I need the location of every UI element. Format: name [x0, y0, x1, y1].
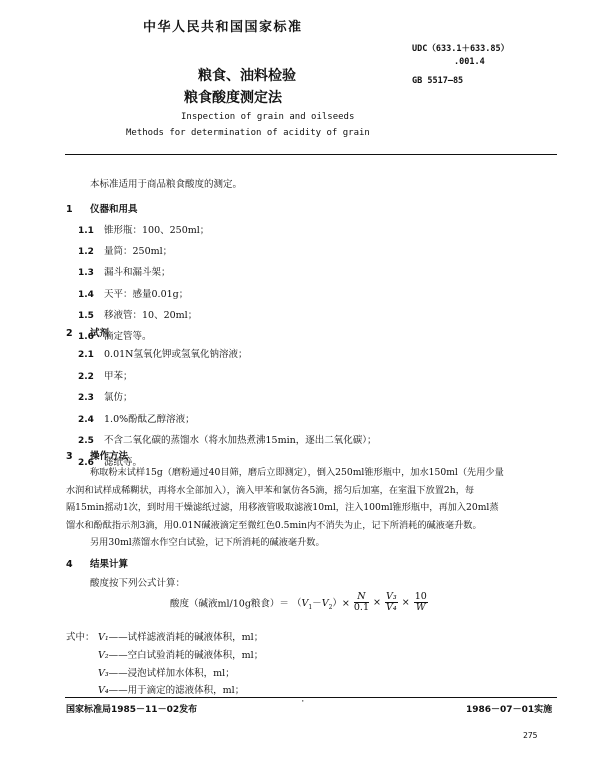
- item-text: 天平：感量0.01g；: [104, 288, 189, 300]
- item-text: 0.01N氢氧化钾或氢氧化钠溶液；: [104, 349, 248, 360]
- definition-symbol: V₂: [98, 649, 109, 661]
- definition-row: [98, 629, 263, 647]
- document-title-line-2: 粮食酸度测定法: [184, 90, 282, 106]
- udc-line-2: .001.4: [454, 57, 485, 67]
- fraction-denominator: W: [415, 601, 426, 613]
- item-text: 不含二氧化碳的蒸馏水（将水加热煮沸15min，逐出二氧化碳）；: [104, 435, 377, 447]
- section-3-number: 3: [66, 451, 73, 462]
- section-4-number: 4: [66, 559, 73, 570]
- item-number: 2.1: [78, 350, 94, 360]
- formula-difference: [292, 598, 350, 609]
- item-text: 滤纸等。: [104, 456, 143, 468]
- item-number: 2.5: [78, 436, 94, 447]
- page-number: 275: [523, 731, 538, 740]
- item-text: 甲苯；: [104, 370, 133, 382]
- english-title-line-2: Methods for determination of acidity of grain: [126, 128, 370, 138]
- section-2-title: 试剂: [89, 328, 109, 339]
- fraction-numerator: 10: [414, 591, 427, 602]
- item-number: 1.4: [78, 289, 94, 300]
- item-number: 1.3: [78, 268, 94, 279]
- section-4-heading: [66, 556, 128, 570]
- formula-v1: V: [301, 597, 309, 609]
- issue-date: 国家标准局1985－11－02发布: [66, 705, 198, 715]
- section-3-title: 操作方法: [89, 451, 128, 462]
- item-text: 移液管：10、20ml；: [104, 309, 198, 321]
- list-item: [78, 365, 377, 387]
- definition-text: ——浸泡试样加水体积，ml；: [108, 667, 235, 679]
- fraction-denominator: 0.1: [353, 601, 369, 613]
- fraction-10-over-w: [414, 592, 428, 613]
- fraction-n-over-0-1: [354, 592, 369, 613]
- fraction-denominator: V₄: [386, 601, 397, 613]
- definition-row: [98, 647, 263, 665]
- item-text: 1.0%酚酞乙醇溶液；: [104, 413, 195, 425]
- item-text: 量筒：250ml；: [104, 246, 173, 258]
- formula-v2: V: [321, 597, 329, 609]
- paragraph-line: 馏水和酚酞指示剂3滴，用0.01N碱液滴定至微红色0.5min内不消失为止，记下所消耗的碱液毫升数。: [66, 519, 482, 531]
- item-number: 1.6: [78, 332, 94, 343]
- document-title-line-1: 粮食、油料检验: [198, 68, 296, 84]
- variable-definitions: [98, 629, 263, 700]
- paragraph-line: 另用30ml蒸馏水作空白试验，记下所消耗的碱液毫升数。: [90, 537, 325, 549]
- formula-minus: －: [312, 597, 322, 609]
- definition-text: ——空白试验消耗的碱液体积，ml；: [108, 649, 264, 661]
- definition-row: [98, 665, 263, 683]
- item-number: 2.6: [78, 457, 94, 468]
- gb-number: GB 5517—85: [412, 76, 464, 86]
- definition-symbol: V₁: [98, 632, 109, 643]
- item-text: 氯仿；: [104, 392, 133, 404]
- list-item: [78, 386, 377, 408]
- paragraph-line: 水润和试样成稀糊状，再将水全部加入），滴入甲苯和氯仿各5滴，摇匀后加塞，在室温下放置2h，每: [66, 484, 475, 496]
- list-item: [78, 343, 377, 365]
- formula-paren-close: ）×: [332, 597, 350, 609]
- where-label: 式中：: [66, 632, 95, 643]
- item-number: 1.5: [78, 310, 94, 321]
- effective-date: 1986－07－01实施: [466, 705, 553, 715]
- list-item: [78, 240, 209, 261]
- item-number: 2.4: [78, 414, 94, 425]
- fraction-numerator: N: [354, 592, 369, 603]
- header-divider: [65, 154, 557, 155]
- formula-lhs: 酸度（碱液ml/10g粮食）＝: [170, 598, 289, 610]
- english-title-line-1: Inspection of grain and oilseeds: [181, 112, 355, 122]
- formula-lead: 酸度按下列公式计算：: [90, 578, 186, 589]
- section-2-number: 2: [66, 328, 73, 339]
- formula-paren-open: （: [291, 597, 302, 609]
- udc-code: [412, 43, 509, 69]
- list-item: [78, 304, 209, 325]
- udc-line-1: UDC（633.1＋633.85）: [412, 44, 510, 54]
- definition-text: ——用于滴定的滤液体积，ml；: [108, 685, 245, 697]
- item-text: 漏斗和漏斗架；: [104, 267, 171, 279]
- formula-times: ×: [373, 596, 381, 608]
- footer-mark: ˙: [300, 699, 306, 712]
- item-number: 1.1: [78, 226, 94, 236]
- section-1-title: 仪器和用具: [89, 204, 138, 215]
- list-item: [78, 261, 209, 282]
- definition-symbol: V₃: [98, 667, 109, 679]
- item-number: 1.2: [78, 247, 94, 258]
- national-standard-heading: 中华人民共和国国家标准: [143, 20, 303, 35]
- formula-v2-sub: 2: [328, 603, 333, 611]
- definition-symbol: V₄: [98, 685, 109, 697]
- fraction-numerator: V₃: [386, 591, 397, 602]
- formula-times: ×: [401, 596, 410, 608]
- acidity-formula: [170, 592, 429, 613]
- section-3-paragraph: [66, 464, 504, 552]
- item-number: 2.2: [78, 371, 94, 382]
- paragraph-line: 隔15min摇动1次，到时用干燥滤纸过滤，用移液管吸取滤液10ml，注入100ml锥形瓶中，再加入20ml蒸: [66, 502, 499, 514]
- footer-divider: [65, 697, 557, 698]
- list-item: [78, 219, 209, 240]
- section-1-number: 1: [66, 204, 73, 215]
- paragraph-line: 称取粉末试样15g（磨粉通过40目筛，磨后立即测定），倒入250ml锥形瓶中，加水150ml（先用少量: [90, 467, 504, 478]
- item-number: 2.3: [78, 393, 94, 404]
- section-1-heading: [66, 201, 137, 215]
- item-text: 滴定管等。: [104, 331, 152, 343]
- fraction-v3-over-v4: [385, 592, 398, 613]
- section-4-title: 结果计算: [89, 559, 128, 570]
- section-2-heading: [66, 325, 109, 339]
- list-item: [78, 283, 209, 304]
- list-item: [78, 408, 377, 430]
- item-text: 锥形瓶：100、250ml；: [104, 225, 210, 236]
- definition-text: ——试样滤液消耗的碱液体积，ml；: [108, 632, 264, 643]
- scope-statement: 本标准适用于商品粮食酸度的测定。: [90, 179, 243, 190]
- section-3-heading: [66, 448, 128, 462]
- formula-v1-sub: 1: [308, 603, 313, 611]
